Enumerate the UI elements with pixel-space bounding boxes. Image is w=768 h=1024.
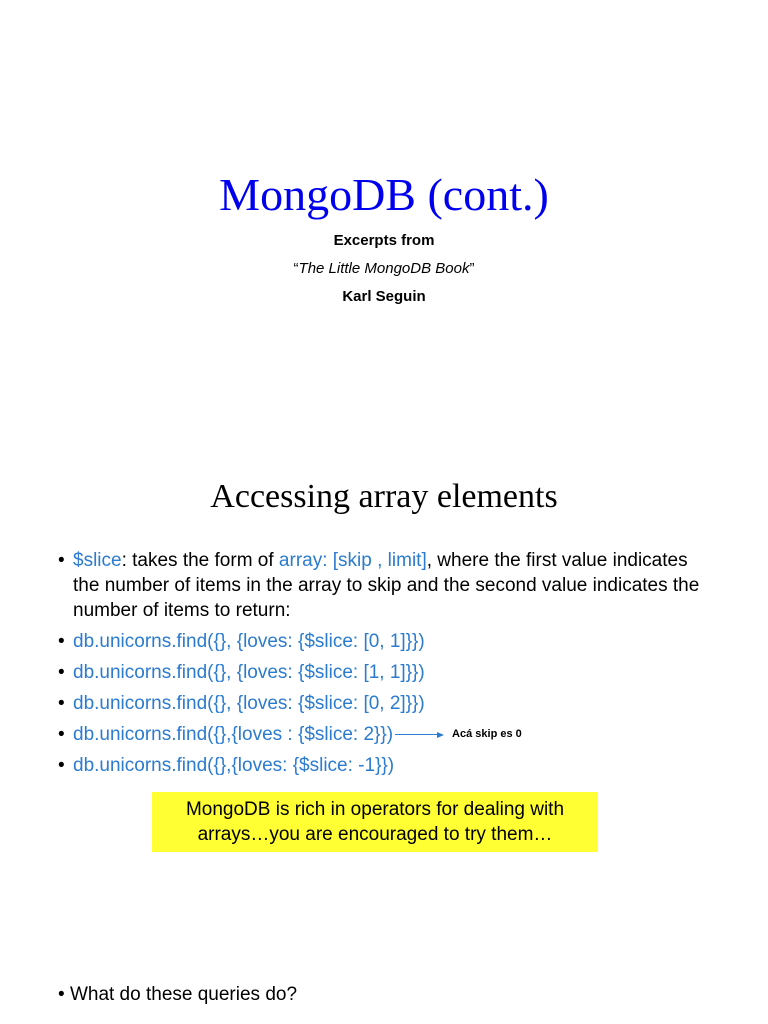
- slide-heading: Accessing array elements: [210, 478, 558, 515]
- book-title: The Little MongoDB Book: [298, 260, 470, 277]
- annotation-arrow: [395, 722, 522, 747]
- bullet-dot: •: [58, 550, 65, 571]
- query-code: db.unicorns.find({},{loves : {$slice: 2}}): [73, 724, 394, 745]
- bullet-dot: •: [58, 693, 65, 714]
- content-slide: [0, 430, 768, 1024]
- bullet-dot: •: [58, 755, 65, 777]
- excerpts-line: Excerpts from: [333, 232, 435, 249]
- arrow-line: [395, 734, 437, 735]
- bullet-dot: •: [58, 662, 65, 683]
- title-slide: [0, 0, 768, 400]
- arrow-right-icon: [437, 732, 444, 738]
- list-item: [58, 753, 708, 778]
- query-code: db.unicorns.find({},{loves: {$slice: -1}}): [73, 755, 395, 777]
- bullet-text: , where the first value indicates the number of items in the array to skip and the second value indicates the number of items to return:: [73, 550, 700, 621]
- query-code: db.unicorns.find({}, {loves: {$slice: [0, 2]}}): [73, 693, 425, 714]
- list-item: [58, 629, 708, 654]
- bullet-dot: •: [58, 724, 65, 745]
- final-question: What do these queries do?: [69, 984, 298, 1005]
- open-quote: “: [293, 260, 299, 277]
- slide-title: MongoDB (cont.): [219, 169, 549, 220]
- book-line: [0, 260, 768, 277]
- bullet-text: : takes the form of: [121, 550, 279, 571]
- highlight-callout: MongoDB is rich in operators for dealing with arrays…you are encouraged to try them…: [152, 792, 598, 852]
- bullet-dot: •: [58, 984, 65, 1005]
- author-line: Karl Seguin: [342, 288, 426, 305]
- bullet-list: [58, 548, 708, 784]
- list-item: [58, 548, 708, 623]
- list-item: [58, 691, 708, 716]
- close-quote: ”: [469, 260, 475, 277]
- list-item: [58, 982, 297, 1007]
- annotation-note: Acá skip es 0: [452, 728, 522, 741]
- query-code: db.unicorns.find({}, {loves: {$slice: [0, 1]}}): [73, 631, 425, 652]
- query-code: db.unicorns.find({}, {loves: {$slice: [1, 1]}}): [73, 662, 425, 683]
- slice-term: $slice: [73, 550, 122, 571]
- bullet-dot: •: [58, 631, 65, 652]
- list-item: [58, 722, 708, 747]
- list-item: [58, 660, 708, 685]
- slice-syntax: array: [skip , limit]: [278, 550, 427, 571]
